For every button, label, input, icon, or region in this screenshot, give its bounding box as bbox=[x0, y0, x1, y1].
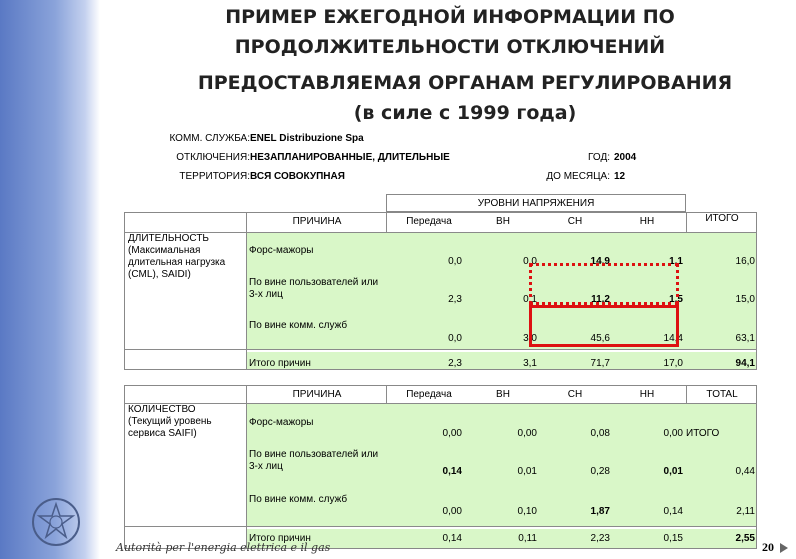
table1-col-transmission: Передача bbox=[406, 216, 452, 227]
highlight-dotted-box bbox=[529, 263, 679, 305]
table1-row2-mv: 11,2 bbox=[591, 294, 610, 305]
table2-category: КОЛИЧЕСТВО (Текущий уровень сервиса SAIFI) bbox=[128, 404, 212, 439]
table2-cause-header: ПРИЧИНА bbox=[292, 389, 342, 400]
table2-row2-cause: По вине пользователей или 3-х лиц bbox=[249, 449, 379, 472]
page-title: ПРИМЕР ЕЖЕГОДНОЙ ИНФОРМАЦИИ ПО ПРОДОЛЖИТЕЛЬНОСТИ ОТКЛЮЧЕНИЙ bbox=[225, 6, 675, 58]
table2-col-mv: СН bbox=[567, 389, 583, 400]
table1-row3-transmission: 0,0 bbox=[448, 333, 462, 344]
table1-row1-mv: 14,9 bbox=[590, 256, 610, 267]
table2-row1-lv: 0,00 bbox=[663, 428, 683, 439]
table1-cause-header: ПРИЧИНА bbox=[292, 216, 342, 227]
table2-row3-hv: 0,10 bbox=[517, 506, 537, 517]
table2-row1-cause: Форс-мажоры bbox=[249, 417, 314, 428]
table1-col-lv: НН bbox=[639, 216, 655, 227]
year-value: 2004 bbox=[614, 152, 637, 163]
months-label: ДО МЕСЯЦА: bbox=[546, 171, 610, 182]
table1-row2-total: 15,0 bbox=[735, 294, 755, 305]
table1-row1-cause: Форс-мажоры bbox=[249, 245, 314, 256]
table2-row3-transmission: 0,00 bbox=[442, 506, 462, 517]
table2-row3-lv: 0,14 bbox=[663, 506, 683, 517]
table2-row3-cause: По вине комм. служб bbox=[249, 494, 348, 505]
table2-row2-lv: 0,01 bbox=[663, 466, 683, 477]
table1-total-total: 94,1 bbox=[735, 358, 755, 369]
table1-col-hv: ВН bbox=[496, 216, 510, 227]
page-number: 20 bbox=[762, 540, 774, 554]
table2-total-transmission: 0,14 bbox=[442, 533, 462, 544]
table1-total-hv: 3,1 bbox=[523, 358, 537, 369]
table1-row1-hv: 0,0 bbox=[523, 256, 537, 267]
table1-category: ДЛИТЕЛЬНОСТЬ (Максимальная длительная нагрузка (CML), SAIDI) bbox=[128, 233, 226, 280]
table2-row1-transmission: 0,00 bbox=[442, 428, 462, 439]
table2-col-hv: ВН bbox=[496, 389, 510, 400]
table2-row3-total: 2,11 bbox=[736, 506, 755, 517]
territory-label: ТЕРРИТОРИЯ: bbox=[179, 171, 250, 182]
table1-total-label: Итого причин bbox=[249, 358, 311, 369]
table2-row2-transmission: 0,14 bbox=[442, 466, 462, 477]
table2-row1-total: ИТОГО bbox=[686, 428, 720, 439]
table2-row1-mv: 0,08 bbox=[590, 428, 610, 439]
table2-col-lv: НН bbox=[639, 389, 655, 400]
service-label: КОММ. СЛУЖБА: bbox=[169, 133, 250, 144]
months-value: 12 bbox=[614, 171, 626, 182]
table2-total-lv: 0,15 bbox=[663, 533, 683, 544]
table1-row1-total: 16,0 bbox=[735, 256, 755, 267]
table1-row1-transmission: 0,0 bbox=[448, 256, 462, 267]
table1-total-lv: 17,0 bbox=[663, 358, 683, 369]
table1-col-total: ИТОГО bbox=[705, 213, 739, 224]
table1-col-mv: СН bbox=[567, 216, 583, 227]
table1-row3-cause: По вине комм. служб bbox=[249, 320, 348, 331]
table1-row3-mv: 45,6 bbox=[590, 333, 610, 344]
table1-row2-lv: 1,5 bbox=[669, 294, 683, 305]
service-value: ENEL Distribuzione Spa bbox=[250, 133, 364, 144]
table1-row3-lv: 14,4 bbox=[663, 333, 683, 344]
table1-total-transmission: 2,3 bbox=[448, 358, 462, 369]
emblem-icon bbox=[30, 496, 82, 548]
table1-total-mv: 71,7 bbox=[590, 358, 610, 369]
territory-value: ВСЯ СОВОКУПНАЯ bbox=[250, 171, 345, 182]
table1-row3-total: 63,1 bbox=[735, 333, 755, 344]
table1-row2-hv: 0,1 bbox=[523, 294, 537, 305]
year-label: ГОД: bbox=[588, 152, 610, 163]
table2-row2-total: 0,44 bbox=[735, 466, 755, 477]
table1-row2-cause: По вине пользователей или 3-х лиц bbox=[249, 277, 379, 300]
table2-row1-hv: 0,00 bbox=[517, 428, 537, 439]
table2-total-hv: 0,11 bbox=[518, 533, 537, 544]
page-subtitle: ПРЕДОСТАВЛЯЕМАЯ ОРГАНАМ РЕГУЛИРОВАНИЯ (в силе с 1999 года) bbox=[197, 72, 733, 124]
table2-total-mv: 2,23 bbox=[590, 533, 610, 544]
outage-label: ОТКЛЮЧЕНИЯ: bbox=[176, 152, 250, 163]
table2-row2-hv: 0,01 bbox=[517, 466, 537, 477]
voltage-header: УРОВНИ НАПРЯЖЕНИЯ bbox=[477, 198, 595, 209]
table2-row3-mv: 1,87 bbox=[590, 506, 610, 517]
table2-total-total: 2,55 bbox=[735, 533, 755, 544]
next-slide-arrow-icon[interactable] bbox=[780, 543, 788, 553]
sidebar-gradient bbox=[0, 0, 100, 559]
table1-row3-hv: 3,0 bbox=[523, 333, 537, 344]
footer-text: Autorità per l'energia elettrica e il gas bbox=[116, 541, 331, 554]
table2-col-total: TOTAL bbox=[706, 389, 738, 400]
outage-value: НЕЗАПЛАНИРОВАННЫЕ, ДЛИТЕЛЬНЫЕ bbox=[250, 152, 450, 163]
table2-row2-mv: 0,28 bbox=[590, 466, 610, 477]
table1-row2-transmission: 2,3 bbox=[448, 294, 462, 305]
table2-col-transmission: Передача bbox=[406, 389, 452, 400]
table1-row1-lv: 1,1 bbox=[669, 256, 683, 267]
highlight-solid-box bbox=[529, 305, 679, 347]
table2-total-label: Итого причин bbox=[249, 533, 311, 544]
